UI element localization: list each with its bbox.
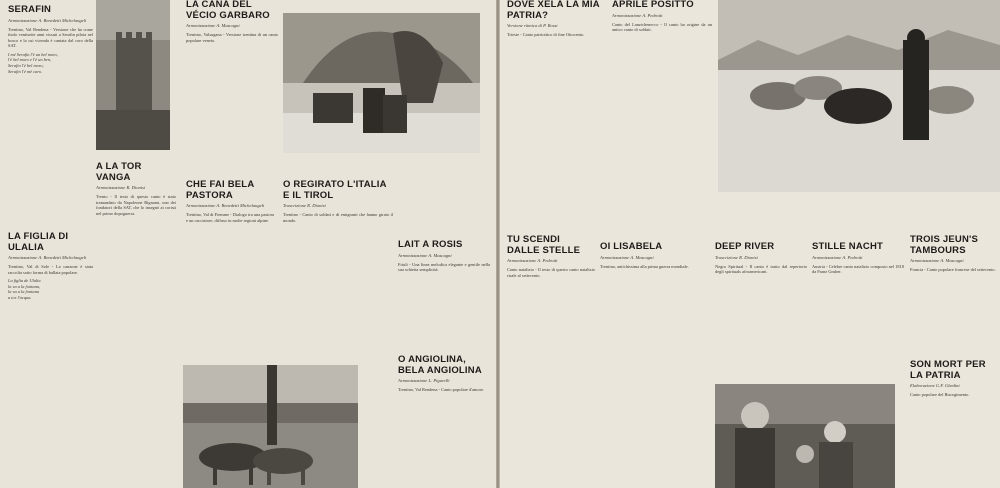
song-verse: I mé Serafin l'è un bel moro, l'é bel moro e l'è un ben, Serafin l'è bel moro, Serafin l'è mè caro.: [8, 51, 58, 74]
song-title: CHE FAI BELA PASTORA: [186, 180, 255, 201]
song-title: DEEP RIVER: [715, 242, 775, 252]
song-notes: Canto popolare del Risorgimento.: [910, 392, 970, 397]
song-title: DOVE XELA LA MIA PATRIA?: [507, 0, 600, 21]
song-title: OI LISABELA: [600, 242, 663, 252]
song-credit: Trascrizione R. Dionisi: [715, 254, 758, 260]
song-notes: Trentino, Val di Fiemme - Dialogo tra una pastora e un cacciatore, diffuso in molte regioni alpine.: [186, 212, 274, 223]
song-credit: Armonizzazione A. Pedrotti: [507, 258, 558, 263]
song-credit: Armonizzazione A. Pedrotti: [612, 12, 663, 18]
song-notes: Trentino, antichissima alla prima guerra mondiale.: [600, 263, 689, 269]
song-title: LA CANA DEL VÉCIO GARBARO: [186, 0, 270, 21]
song-notes: Francia - Canto popolare francese del settecento.: [910, 267, 996, 272]
song-title: APRILE POSITTO: [612, 0, 694, 10]
family-by-fire-photo: [715, 384, 895, 488]
song-credit: Armonizzazione A. Mascagni: [600, 254, 654, 260]
song-title: O REGIRATO L'ITALIA E IL TIROL: [283, 180, 387, 201]
song-lisabela: [600, 242, 708, 482]
song-mia-patria: [507, 0, 607, 230]
song-regirato: [283, 180, 393, 360]
song-credit: Armonizzazione A. Mascagni: [186, 23, 240, 28]
song-serafin: [8, 5, 93, 160]
song-title: TROIS JEUN'S TAMBOURS: [910, 235, 979, 256]
song-notes: Trieste - Canto patriottico di fine Ottocento.: [507, 32, 585, 37]
song-title: LA FIGLIA DI ULALIA: [8, 232, 69, 253]
song-credit: Armonizzazione A. Pedrotti: [812, 254, 863, 260]
song-title: A LA TOR VANGA: [96, 162, 142, 183]
song-title: SERAFIN: [8, 5, 52, 15]
song-tor-vanga: [96, 162, 176, 362]
song-notes: Trentino, Valsugana - Versione trentina di un canto popolare veneto.: [186, 32, 278, 43]
song-scendi: [507, 235, 595, 485]
song-lait: [398, 240, 490, 350]
song-aprile: [612, 0, 712, 230]
song-notes: Trentino, Val di Sole - La canzone è stata raccolta sotto forma di ballata popolare.: [8, 264, 93, 275]
song-credit: Trascrizione R. Dionisi: [283, 203, 326, 208]
cattle-pasture-photo: [183, 365, 358, 488]
song-credit: Armonizzazione L. Pigarelli: [398, 378, 450, 383]
song-stille-nacht: [812, 242, 904, 377]
song-notes: Negro Spiritual - Il canto è tratto dal repertorio degli spirituals afroamericani.: [715, 263, 807, 275]
song-notes: Trento - Il testo di questo canto è stato tramandato da Napoleone Bignami, uno dei fondatori della SAT, che lo insegnò ai coristi nel primo dopoguerra.: [96, 194, 176, 216]
page-gutter: [496, 0, 500, 488]
song-credit: Armonizzazione A. Benedetti Michelangeli: [186, 203, 265, 208]
song-credit: Armonizzazione R. Dionisi: [96, 185, 146, 190]
song-credit: Versione ritmica di P. Rossi: [507, 23, 558, 28]
song-title: O ANGIOLINA, BELA ANGIOLINA: [398, 355, 482, 376]
song-deep-river: [715, 242, 807, 377]
song-notes: Trentino - Canto di soldati e di emigranti che hanno girato il mondo.: [283, 212, 393, 223]
song-credit: Elaborazione G.F. Ghedini: [910, 383, 960, 388]
song-title: STILLE NACHT: [812, 242, 884, 252]
castle-tower-photo: [96, 0, 170, 150]
song-credit: Armonizzazione A. Benedetti Michelangeli: [8, 255, 87, 260]
horse-sleigh-snow-photo: [283, 13, 480, 153]
song-son-morti: [910, 360, 996, 485]
song-title: SON MORT PER LA PATRIA: [910, 360, 986, 381]
song-angiolina: [398, 355, 490, 485]
song-title: TU SCENDI DALLE STELLE: [507, 235, 581, 256]
song-credit: Armonizzazione A. Mascagni: [910, 258, 964, 263]
song-notes: Canto natalizio - Il testo di questo canto natalizio risale al settecento.: [507, 267, 595, 278]
song-notes: Trentino, Val Rendena - Versione che ha come titolo ventisette anni vissuti a Serafin pilota nel bosco e la cui vicenda è cantata dal coro della SAT.: [8, 26, 93, 49]
song-credit: Armonizzazione A. Benedetti Michelangeli: [8, 17, 87, 23]
song-notes: Canto del Lanzichenecco - Il canto ha origine da un antico canto di soldati.: [612, 21, 712, 33]
song-che-fai: [186, 180, 274, 360]
song-notes: Trentino, Val Rendena - Canto popolare d'amore.: [398, 387, 485, 392]
song-notes: Austria - Celebre canto natalizio composto nel 1818 da Franz Gruber.: [812, 263, 904, 275]
song-trois: [910, 235, 996, 355]
song-figlia-ulalia: [8, 232, 93, 482]
song-notes: Friuli - Una linea melodica elegante e gentile nella sua schietta semplicità.: [398, 261, 490, 273]
shepherd-sheep-snow-photo: [718, 0, 1000, 192]
song-verse: La figlia de Ulalia la va a la fontana, la va a la fontana a tor l'acqua.: [8, 278, 41, 300]
song-cana: [186, 0, 278, 175]
song-credit: Armonizzazione A. Mascagni: [398, 252, 452, 258]
song-title: LAIT A ROSIS: [398, 240, 463, 250]
